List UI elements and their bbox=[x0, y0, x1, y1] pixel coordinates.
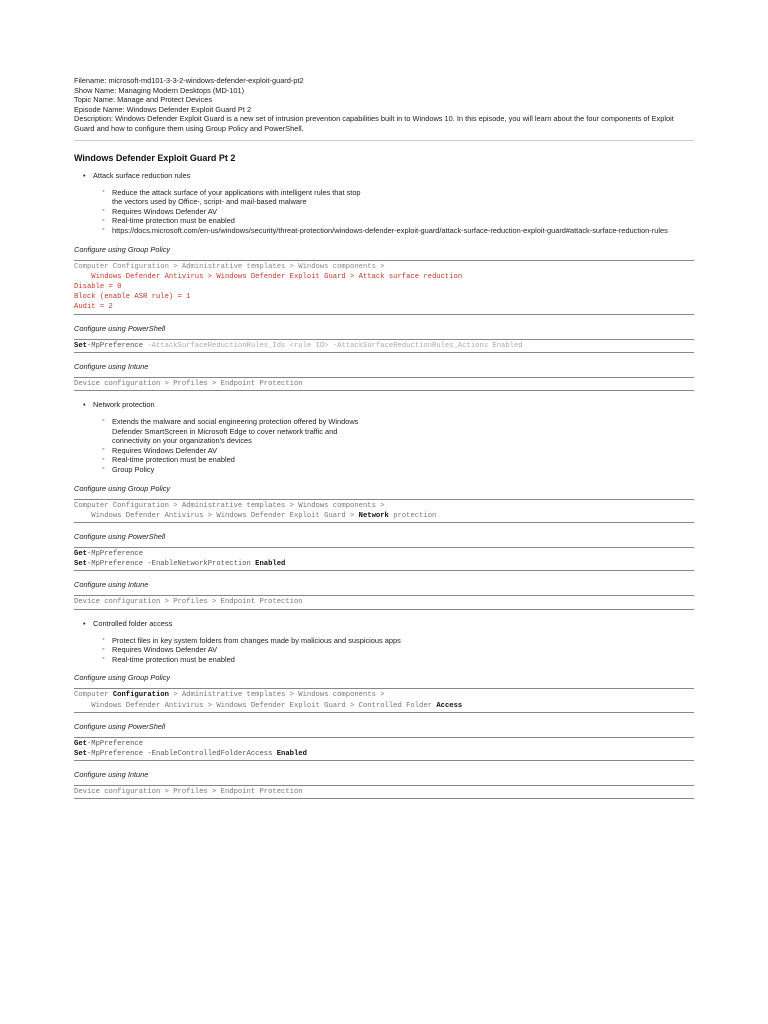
list-item: ◦ Protect files in key system folders from changes made by malicious and suspicious apps bbox=[93, 636, 694, 646]
caption-intune: Configure using Intune bbox=[74, 770, 149, 780]
list-item: ◦ Reduce the attack surface of your applications with intelligent rules that stop the vectors used by Office-, script- and mail-based malware bbox=[93, 188, 694, 207]
code-block-group-policy: Computer Configuration > Administrative templates > Windows components > Windows Defender Antivirus > Windows Defender Exploit Guard > Controlled Folder Access bbox=[74, 688, 694, 712]
asr-bullet-list bbox=[93, 188, 694, 236]
network-bullet-list bbox=[93, 417, 694, 475]
topic-name-line: Topic Name: Manage and Protect Devices bbox=[74, 95, 213, 105]
document-page bbox=[74, 76, 694, 799]
cfa-bullet-list bbox=[93, 636, 694, 665]
caption-powershell: Configure using PowerShell bbox=[74, 531, 166, 541]
list-item: ◦ Real-time protection must be enabled bbox=[93, 455, 694, 465]
caption-group-policy: Configure using Group Policy bbox=[74, 244, 171, 254]
metadata-divider bbox=[74, 140, 694, 141]
list-item: ◦ Real-time protection must be enabled bbox=[93, 216, 694, 226]
episode-metadata bbox=[74, 76, 694, 134]
list-item: ◦ Requires Windows Defender AV bbox=[93, 446, 694, 456]
code-block-intune: Device configuration > Profiles > Endpoint Protection bbox=[74, 785, 694, 799]
section-asr bbox=[74, 171, 694, 236]
code-block-intune: Device configuration > Profiles > Endpoint Protection bbox=[74, 377, 694, 391]
section-title-cfa: • Controlled folder access ◦ Protect files in key system folders from changes made by malicious and suspicious apps ◦ Requires Windows Defender AV ◦ Real-time protection must be enabled bbox=[74, 619, 694, 665]
caption-powershell: Configure using PowerShell bbox=[74, 721, 166, 731]
page-title: Windows Defender Exploit Guard Pt 2 bbox=[74, 152, 236, 163]
code-block-intune: Device configuration > Profiles > Endpoint Protection bbox=[74, 595, 694, 609]
caption-group-policy: Configure using Group Policy bbox=[74, 673, 171, 683]
filename-line: Filename: microsoft-md101-3-3-2-windows-defender-exploit-guard-pt2 bbox=[74, 76, 304, 85]
show-name-line: Show Name: Managing Modern Desktops (MD-101) bbox=[74, 85, 245, 95]
list-item: ◦ Requires Windows Defender AV bbox=[93, 645, 694, 655]
description-line: Description: Windows Defender Exploit Guard is a new set of intrusion prevention capabilities built in to Windows 10. In this episode, you will learn about the four components of Exploit Guard and how to configure them using Group Policy and PowerShell. bbox=[74, 114, 674, 133]
section-network-protection bbox=[74, 400, 694, 475]
caption-powershell: Configure using PowerShell bbox=[74, 323, 166, 333]
code-block-powershell: Get-MpPreference Set-MpPreference -EnableNetworkProtection Enabled bbox=[74, 547, 694, 571]
docs-link[interactable]: ◦ https://docs.microsoft.com/en-us/windows/security/threat-protection/windows-defender-exploit-guard/attack-surface-reduction-exploit-guard#attack-surface-reduction-rules bbox=[93, 226, 694, 236]
code-block-powershell: Set-MpPreference -AttackSurfaceReductionRules_Ids <rule ID> -AttackSurfaceReductionRules_Actions Enabled bbox=[74, 339, 694, 353]
list-item: ◦ Requires Windows Defender AV bbox=[93, 207, 694, 217]
caption-intune: Configure using Intune bbox=[74, 580, 149, 590]
episode-name-line: Episode Name: Windows Defender Exploit Guard Pt 2 bbox=[74, 104, 252, 114]
list-item: ◦ Group Policy bbox=[93, 465, 694, 475]
code-block-powershell: Get-MpPreference Set-MpPreference -EnableControlledFolderAccess Enabled bbox=[74, 737, 694, 761]
section-title-network: • Network protection ◦ Extends the malware and social engineering protection offered by Windows Defender SmartScreen in Microsoft Edge to cover network traffic and connectivity on your organization's devices ◦ Requires Windows Defender AV ◦ Real-time protection must be enabled ◦ Group Policy bbox=[74, 400, 694, 475]
caption-group-policy: Configure using Group Policy bbox=[74, 483, 171, 493]
list-item: ◦ Extends the malware and social engineering protection offered by Windows Defender SmartScreen in Microsoft Edge to cover network traffic and connectivity on your organization's devices bbox=[93, 417, 694, 446]
caption-intune: Configure using Intune bbox=[74, 361, 149, 371]
section-title-asr: • Attack surface reduction rules ◦ Reduce the attack surface of your applications with intelligent rules that stop the vectors used by Office-, script- and mail-based malware ◦ Requires Windows Defender AV ◦ Real-time protection must be enabled ◦ https://docs.microsoft.com/en-us/windows/security/threat-protection/windows-defender-exploit-guard/attack-surface-reduction-exploit-guard#attack-surface-reduction-rules bbox=[74, 171, 694, 236]
list-item: ◦ Real-time protection must be enabled bbox=[93, 655, 694, 665]
code-block-group-policy: Computer Configuration > Administrative templates > Windows components > Windows Defender Antivirus > Windows Defender Exploit Guard > Network protection bbox=[74, 499, 694, 523]
section-controlled-folder-access bbox=[74, 619, 694, 665]
code-block-group-policy: Computer Configuration > Administrative templates > Windows components > Windows Defender Antivirus > Windows Defender Exploit Guard > Attack surface reduction Disable = 0 Block (enable ASR rule) = 1 Audit = 2 bbox=[74, 260, 694, 315]
